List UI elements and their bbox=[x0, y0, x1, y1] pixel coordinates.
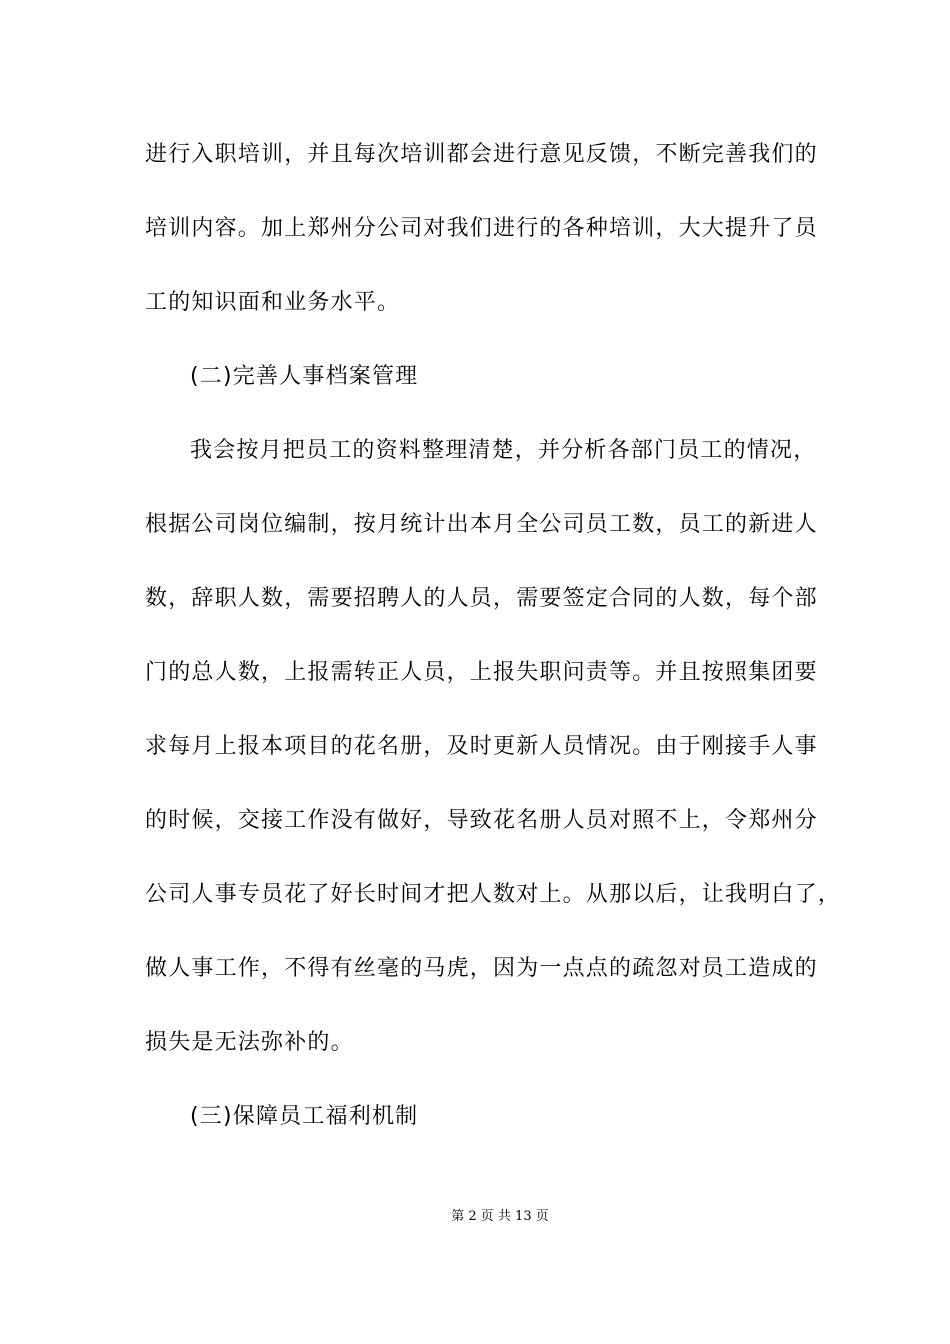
paragraph-line: 根据公司岗位编制，按月统计出本月全公司员工数，员工的新进人 bbox=[145, 512, 818, 537]
paragraph-line: 数，辞职人数，需要招聘人的人员，需要签定合同的人数，每个部 bbox=[145, 586, 818, 611]
paragraph-line: 的时候，交接工作没有做好，导致花名册人员对照不上，令郑州分 bbox=[145, 808, 818, 833]
section-heading: (二)完善人事档案管理 bbox=[190, 364, 419, 389]
paragraph-line: 进行入职培训，并且每次培训都会进行意见反馈，不断完善我们的 bbox=[145, 142, 818, 167]
paragraph-line: 公司人事专员花了好长时间才把人数对上。从那以后，让我明白了， bbox=[145, 882, 842, 907]
paragraph-line: 门的总人数，上报需转正人员，上报失职问责等。并且按照集团要 bbox=[145, 660, 818, 685]
paragraph-line: 培训内容。加上郑州分公司对我们进行的各种培训，大大提升了员 bbox=[145, 216, 818, 241]
paragraph-line: 求每月上报本项目的花名册，及时更新人员情况。由于刚接手人事 bbox=[145, 734, 818, 759]
page-number-footer: 第 2 页 共 13 页 bbox=[451, 1209, 549, 1224]
paragraph-line: 做人事工作，不得有丝毫的马虎，因为一点点的疏忽对员工造成的 bbox=[145, 956, 818, 981]
paragraph-line: 我会按月把员工的资料整理清楚，并分析各部门员工的情况， bbox=[190, 438, 817, 463]
paragraph-line: 工的知识面和业务水平。 bbox=[145, 290, 401, 315]
section-heading: (三)保障员工福利机制 bbox=[190, 1104, 419, 1129]
paragraph-line: 损失是无法弥补的。 bbox=[145, 1030, 354, 1055]
